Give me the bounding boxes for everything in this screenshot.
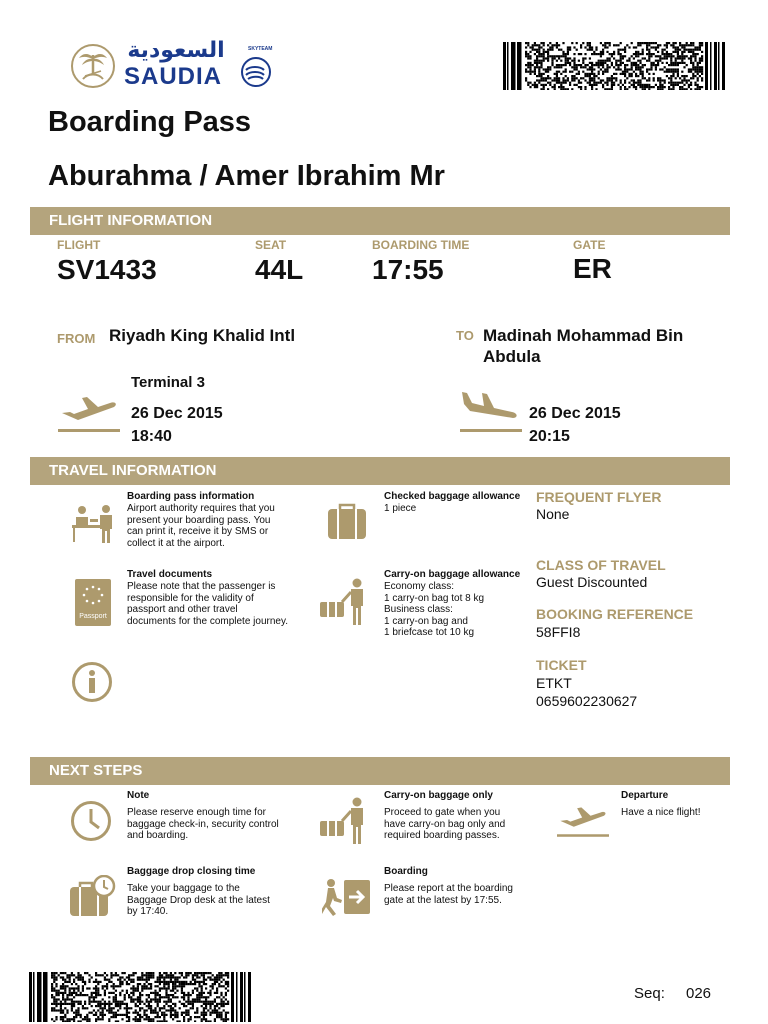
info-icon bbox=[71, 661, 113, 703]
ticket-label: TICKET bbox=[536, 657, 587, 673]
boarding-pass-info-title: Boarding pass information bbox=[127, 491, 255, 502]
seat-label: SEAT bbox=[255, 238, 287, 252]
baggage-drop-text: Take your baggage to the Baggage Drop desk at the latest by 17:40. bbox=[127, 883, 270, 918]
boarding-pass-info-text: Airport authority requires that you present your boarding pass. You can print it, receive it by SMS or collect it at the airport. bbox=[127, 503, 275, 549]
boarding-gate-icon bbox=[322, 878, 372, 916]
departure-title: Departure bbox=[621, 790, 669, 801]
travel-documents-title: Travel documents bbox=[127, 569, 213, 580]
baggage-drop-title: Baggage drop closing time bbox=[127, 866, 256, 877]
page-title: Boarding Pass bbox=[48, 106, 252, 138]
carry-on-allowance-title: Carry-on baggage allowance bbox=[384, 569, 521, 580]
carry-on-only-icon bbox=[320, 797, 368, 844]
arrival-time: 20:15 bbox=[529, 428, 570, 445]
ticket-value: ETKT 0659602230627 bbox=[536, 675, 638, 709]
carry-on-allowance-text: Economy class: 1 carry-on bag tot 8 kg Business class: 1 carry-on bag and 1 briefcase tot 10 kg bbox=[384, 581, 485, 639]
checked-baggage-title: Checked baggage allowance bbox=[384, 491, 521, 502]
departure-text: Have a nice flight! bbox=[621, 807, 701, 818]
travel-documents-block bbox=[127, 569, 317, 627]
boarding-title: Boarding bbox=[384, 866, 428, 877]
note-title: Note bbox=[127, 790, 150, 801]
destination-airport: Madinah Mohammad Bin Abdula bbox=[483, 326, 684, 366]
arrival-date: 26 Dec 2015 bbox=[529, 405, 621, 422]
origin-airport: Riyadh King Khalid Intl bbox=[109, 326, 296, 345]
takeoff-icon bbox=[58, 390, 120, 434]
check-in-desk-icon bbox=[72, 503, 118, 543]
seat-number: 44L bbox=[255, 254, 304, 285]
boarding-pass-info-block bbox=[127, 491, 317, 549]
to-label: TO bbox=[456, 328, 474, 343]
frequent-flyer-value: None bbox=[536, 506, 570, 522]
flight-label: FLIGHT bbox=[57, 238, 101, 252]
travel-documents-text: Please note that the passenger is responsible for the validity of passport and other travel documents for the complete journey. bbox=[127, 581, 289, 627]
skyteam-label: SKYTEAM bbox=[248, 46, 273, 52]
carry-on-passenger-icon bbox=[320, 578, 368, 625]
boarding-block bbox=[384, 866, 534, 906]
gate-label: GATE bbox=[573, 238, 606, 252]
sequence-label: Seq: bbox=[634, 985, 665, 1002]
carry-on-allowance-block bbox=[384, 569, 534, 639]
landing-icon bbox=[460, 388, 522, 434]
skyteam-logo-icon bbox=[230, 48, 274, 90]
clock-icon bbox=[70, 800, 112, 842]
travel-information-header: TRAVEL INFORMATION bbox=[30, 457, 730, 485]
boarding-time-label: BOARDING TIME bbox=[372, 238, 470, 252]
airline-name: SAUDIA bbox=[124, 63, 223, 90]
departure-block bbox=[621, 790, 731, 819]
note-block bbox=[127, 790, 307, 842]
note-text: Please reserve enough time for baggage check-in, security control and boarding. bbox=[127, 807, 279, 842]
class-of-travel-label: CLASS OF TRAVEL bbox=[536, 557, 666, 573]
class-of-travel-value: Guest Discounted bbox=[536, 574, 648, 590]
carry-on-only-title: Carry-on baggage only bbox=[384, 790, 493, 801]
next-steps-header: NEXT STEPS bbox=[30, 757, 730, 785]
sequence-number: 026 bbox=[686, 985, 712, 1002]
boarding-text: Please report at the boarding gate at the latest by 17:55. bbox=[384, 883, 513, 906]
departure-plane-icon bbox=[557, 801, 609, 839]
barcode-icon bbox=[503, 42, 725, 90]
booking-reference-value: 58FFI8 bbox=[536, 624, 581, 640]
saudia-palm-logo-icon bbox=[70, 43, 116, 89]
airline-arabic-name: السعودية bbox=[127, 38, 225, 63]
gate: ER bbox=[573, 253, 612, 284]
carry-on-only-block bbox=[384, 790, 534, 842]
carry-on-only-text: Proceed to gate when you have carry-on bag only and required boarding passes. bbox=[384, 807, 506, 842]
booking-reference-label: BOOKING REFERENCE bbox=[536, 606, 694, 622]
flight-number: SV1433 bbox=[57, 254, 157, 285]
checked-baggage-text: 1 piece bbox=[384, 503, 417, 514]
passport-icon-label: Passport bbox=[79, 613, 107, 620]
passenger-name: Aburahma / Amer Ibrahim Mr bbox=[48, 160, 445, 192]
from-label: FROM bbox=[57, 331, 96, 346]
checked-suitcase-icon bbox=[326, 503, 368, 541]
departure-time: 18:40 bbox=[131, 428, 172, 445]
baggage-drop-block bbox=[127, 866, 307, 918]
departure-terminal: Terminal 3 bbox=[131, 374, 205, 391]
bottom-barcode-icon bbox=[29, 972, 251, 1022]
frequent-flyer-label: FREQUENT FLYER bbox=[536, 489, 662, 505]
departure-date: 26 Dec 2015 bbox=[131, 405, 223, 422]
flight-information-header: FLIGHT INFORMATION bbox=[30, 207, 730, 235]
boarding-time: 17:55 bbox=[372, 254, 444, 285]
checked-baggage-block bbox=[384, 491, 534, 515]
baggage-drop-clock-icon bbox=[70, 875, 116, 917]
